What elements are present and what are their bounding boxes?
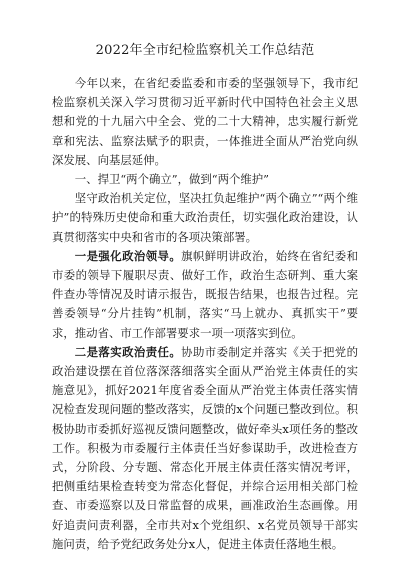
document-title: 2022年全市纪检监察机关工作总结范: [95, 43, 315, 58]
paragraph-text: 今年以来，在省纪委监委和市委的坚强领导下，我市纪检监察机关深入学习贯彻习近平新时代中国特色社会主义思想和党的十九届六中全会、党的二十大精神，忠实履行新党章和宪法、监察法赋予的职责，一体推进全面从严治党向纵深发展、向基层延伸。: [52, 76, 358, 167]
intro-paragraph: [52, 74, 358, 170]
point-one-paragraph: [52, 247, 358, 343]
section-heading-text: 一、捍卫“两个确立”，做到“两个维护”: [74, 172, 269, 187]
point-two-paragraph: [52, 343, 358, 554]
paragraph-text: 协助市委制定并落实《关于把党的政治建设摆在首位落深落细落实全面从严治党主体责任的实施意见》，抓好2021年度省委全面从严治党主体责任落实情况检查发现问题的整改落实，反馈的x个问题已整改到位。积极协助市委抓好巡视反馈问题整改，做好牵头x项任务的整改工作。积极为市委履行主体责任当好参谋助手，改进检查方式，分阶段、分专题、常态化开展主体责任落实情况考评，把侧重结果检查转变为常态化督促，并综合运用相关部门检查、市委巡察以及日常监督的成果，画准政治生态画像。用好追责问责利器，全市共对x个党组织、x名党员领导干部实施问责，给予党纪政务处分x人，促进主体责任落地生根。: [52, 344, 358, 551]
paragraph-text: 旗帜鲜明讲政治，始终在省纪委和市委的领导下履职尽责、做好工作，政治生态研判、重大案件查办等情况及时请示报告，既报告结果，也报告过程。完善委领导“分片挂钩”机制，落实“马上就办、真抓实干”要求，推动省、市工作部署要求一项一项落实到位。: [52, 248, 358, 340]
paragraph-text: 坚守政治机关定位，坚决扛负起维护“两个确立”“两个维护”的特殊历史使命和重大政治责任，切实强化政治建设，认真贯彻落实中央和省市的各项决策部署。: [52, 191, 358, 244]
point-one-lead: 一是强化政治领导。: [74, 248, 182, 263]
point-two-lead: 二是落实政治责任。: [74, 344, 182, 359]
section-intro-paragraph: [52, 189, 358, 247]
section-heading: [52, 170, 358, 189]
